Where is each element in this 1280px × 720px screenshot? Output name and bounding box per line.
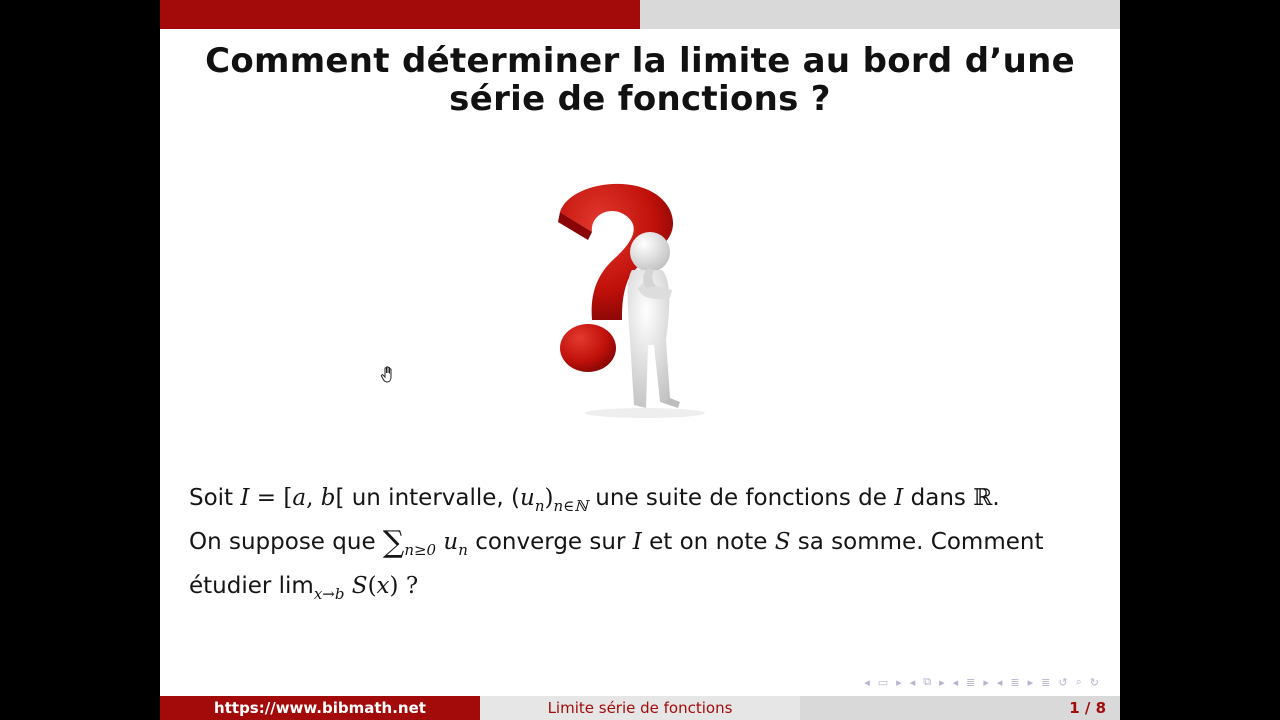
forward-icon[interactable]: ↻ xyxy=(1089,675,1099,689)
progress-fill xyxy=(160,0,640,29)
subsection-right-icon[interactable]: ▸ xyxy=(939,675,945,689)
body-line-2: On suppose que $\sum_{n\ge 0}$ $u_n$ converge sur I et on note S sa somme. Comment xyxy=(189,525,1044,560)
footer-url[interactable]: https://www.bibmath.net xyxy=(160,696,480,720)
body-line-1: Soit I = [a, b[ un intervalle, $(u_n)_{n\in ℕ}$ une suite de fonctions de I dans ℝ. xyxy=(189,485,1000,515)
frame-icon[interactable]: ▭ xyxy=(877,675,889,689)
subsection-left-icon[interactable]: ◂ xyxy=(909,675,916,689)
question-mark-person-illustration xyxy=(530,170,730,430)
search-icon[interactable]: ⌕ xyxy=(1075,675,1082,688)
beamer-navigation xyxy=(861,674,1102,690)
footer xyxy=(160,696,1120,720)
slide xyxy=(160,0,1120,720)
slide-title xyxy=(160,42,1120,118)
footer-title: Limite série de fonctions xyxy=(480,696,800,720)
title-line-2: série de fonctions ? xyxy=(449,79,831,119)
title-line-1: Comment déterminer la limite au bord d’une xyxy=(205,41,1075,81)
footer-page-number: 1 / 8 xyxy=(800,696,1120,720)
section-left-icon[interactable]: ◂ xyxy=(952,675,959,689)
section-icon[interactable]: ≣ xyxy=(966,675,976,689)
frame-right-icon[interactable]: ▸ xyxy=(896,675,902,689)
frame-left-icon[interactable]: ◂ xyxy=(864,675,870,689)
slide-body xyxy=(189,480,1099,612)
body-line-3: étudier $\lim_{x\to b} S(x)$ ? xyxy=(189,573,419,603)
doc-left-icon[interactable]: ◂ xyxy=(996,675,1003,689)
progress-bar xyxy=(160,0,1120,29)
doc-right-icon[interactable]: ▸ xyxy=(1027,675,1034,689)
toc-icon[interactable]: ≣ xyxy=(1041,675,1051,689)
subsection-icon[interactable]: ⧉ xyxy=(923,675,932,688)
doc-icon[interactable]: ≣ xyxy=(1010,675,1020,689)
back-icon[interactable]: ↺ xyxy=(1058,675,1068,689)
hand-cursor-icon xyxy=(380,366,396,384)
section-right-icon[interactable]: ▸ xyxy=(983,675,989,689)
